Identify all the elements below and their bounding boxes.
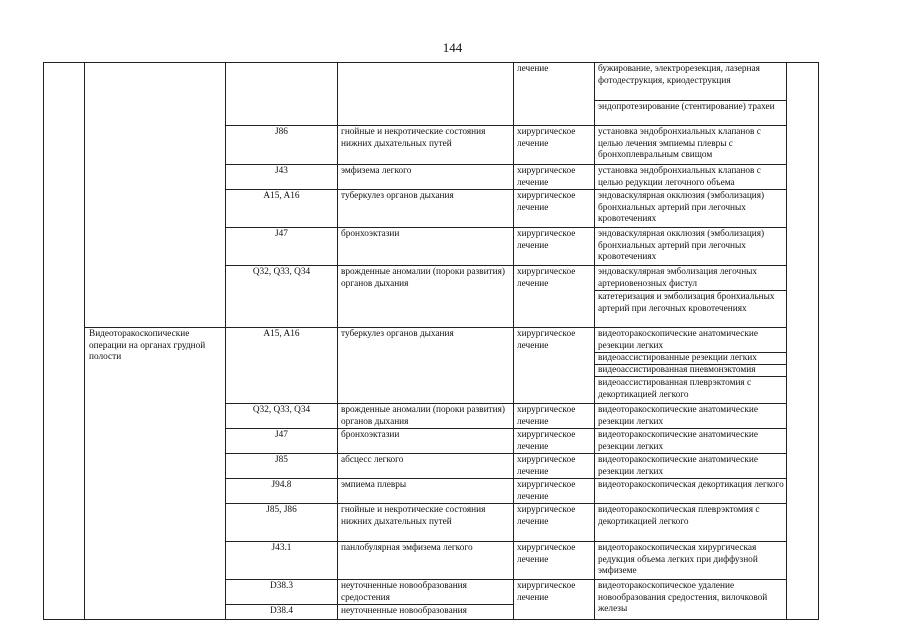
code-cell: J43.1 — [271, 543, 292, 553]
column-divider — [594, 63, 595, 619]
page-number: 144 — [442, 40, 463, 55]
code-cell: J43 — [275, 166, 288, 176]
method-cell: видеоассистированная пневмонэктомия — [598, 365, 756, 375]
method-cell: установка эндобронхиальных клапанов с целью лечения эмпиемы плевры с бронхоплевральным свищом — [598, 127, 761, 160]
treatment-cell: хирургическое лечение — [517, 127, 576, 149]
diagnosis-cell: врожденные аномалии (пороки развития) органов дыхания — [341, 405, 505, 427]
code-cell: J47 — [275, 229, 288, 239]
treatment-cell: хирургическое лечение — [517, 455, 576, 477]
treatment-cell: лечение — [517, 64, 549, 74]
treatment-cell: хирургическое лечение — [517, 543, 576, 565]
code-cell: J94.8 — [271, 480, 292, 490]
diagnosis-cell: туберкулез органов дыхания — [341, 191, 454, 201]
diagnosis-cell: бронхоэктазии — [341, 229, 400, 239]
method-cell: установка эндобронхиальных клапанов с целью редукции легочного объема — [598, 166, 761, 188]
method-cell: эндоваскулярная окклюзия (эмболизация) бронхиальных артерий при легочных кровотечениях — [598, 191, 765, 224]
treatment-cell: хирургическое лечение — [517, 191, 576, 213]
code-cell: J85, J86 — [266, 505, 297, 515]
diagnosis-cell: бронхоэктазии — [341, 430, 400, 440]
method-cell: видеоторакоскопические анатомические резекции легких — [598, 455, 758, 477]
treatment-cell: хирургическое лечение — [517, 166, 576, 188]
diagnosis-cell: неуточненные новообразования — [341, 606, 467, 616]
column-divider — [84, 63, 85, 619]
treatment-cell: хирургическое лечение — [517, 480, 576, 502]
code-cell: Q32, Q33, Q34 — [252, 267, 311, 277]
treatment-cell: хирургическое лечение — [517, 267, 576, 289]
code-cell: D38.4 — [270, 606, 293, 616]
diagnosis-cell: эмпиема плевры — [341, 480, 407, 490]
code-cell: J86 — [275, 127, 288, 137]
diagnosis-cell: врожденные аномалии (пороки развития) органов дыхания — [341, 267, 505, 289]
method-cell: видеоассистированная плеврэктомия с декортикацией легкого — [598, 378, 752, 400]
diagnosis-cell: гнойные и некротические состояния нижних дыхательных путей — [341, 127, 486, 149]
diagnosis-cell: туберкулез органов дыхания — [341, 329, 454, 339]
method-cell: видеоассистированные резекции легких — [598, 353, 757, 363]
treatment-cell: хирургическое лечение — [517, 329, 576, 351]
method-cell: видеоторакоскопические анатомические резекции легких — [598, 430, 758, 452]
group-title: Видеоторакоскопические операции на органах грудной полости — [89, 329, 206, 362]
method-cell: видеоторакоскопические анатомические резекции легких — [598, 405, 758, 427]
code-cell: A15, A16 — [263, 191, 300, 201]
diagnosis-cell: абсцесс легкого — [341, 455, 404, 465]
treatment-cell: хирургическое лечение — [517, 505, 576, 527]
code-cell: J85 — [275, 455, 288, 465]
method-cell: эндоваскулярная эмболизация легочных артериовенозных фистул — [598, 267, 758, 289]
column-divider — [225, 63, 226, 619]
procedures-table — [43, 62, 819, 620]
method-cell: видеоторакоскопическая плеврэктомия с декортикацией легкого — [598, 505, 760, 527]
column-divider — [337, 63, 338, 619]
method-cell: видеоторакоскопические анатомические резекции легких — [598, 329, 758, 351]
table-border-right — [818, 63, 819, 619]
diagnosis-cell: неуточненные новообразования средостения — [341, 581, 467, 603]
table-border-left — [43, 63, 44, 619]
method-cell: бужирование, электрорезекция, лазерная фотодеструкция, криодеструкция — [598, 64, 760, 86]
method-cell: эндопротезирование (стентирование) трахеи — [598, 102, 775, 112]
code-cell: A15, A16 — [263, 329, 300, 339]
diagnosis-cell: гнойные и некротические состояния нижних дыхательных путей — [341, 505, 486, 527]
treatment-cell: хирургическое лечение — [517, 581, 576, 603]
column-divider — [786, 63, 787, 619]
method-cell: видеоторакоскопическое удаление новообразования средостения, вилочковой железы — [598, 581, 768, 614]
column-divider — [513, 63, 514, 619]
diagnosis-cell: эмфизема легкого — [341, 166, 412, 176]
method-cell: видеоторакоскопическая хирургическая редукция объема легких при диффузной эмфиземе — [598, 543, 758, 576]
treatment-cell: хирургическое лечение — [517, 405, 576, 427]
method-cell: эндоваскулярная окклюзия (эмболизация) бронхиальных артерий при легочных кровотечениях — [598, 229, 765, 262]
diagnosis-cell: панлобулярная эмфизема легкого — [341, 543, 473, 553]
method-cell: видеоторакоскопическая декортикация легкого — [598, 480, 784, 490]
method-cell: катетеризация и эмболизация бронхиальных артерий при легочных кровотечениях — [598, 292, 775, 314]
code-cell: J47 — [275, 430, 288, 440]
code-cell: D38.3 — [270, 581, 293, 591]
treatment-cell: хирургическое лечение — [517, 229, 576, 251]
treatment-cell: хирургическое лечение — [517, 430, 576, 452]
code-cell: Q32, Q33, Q34 — [252, 405, 311, 415]
